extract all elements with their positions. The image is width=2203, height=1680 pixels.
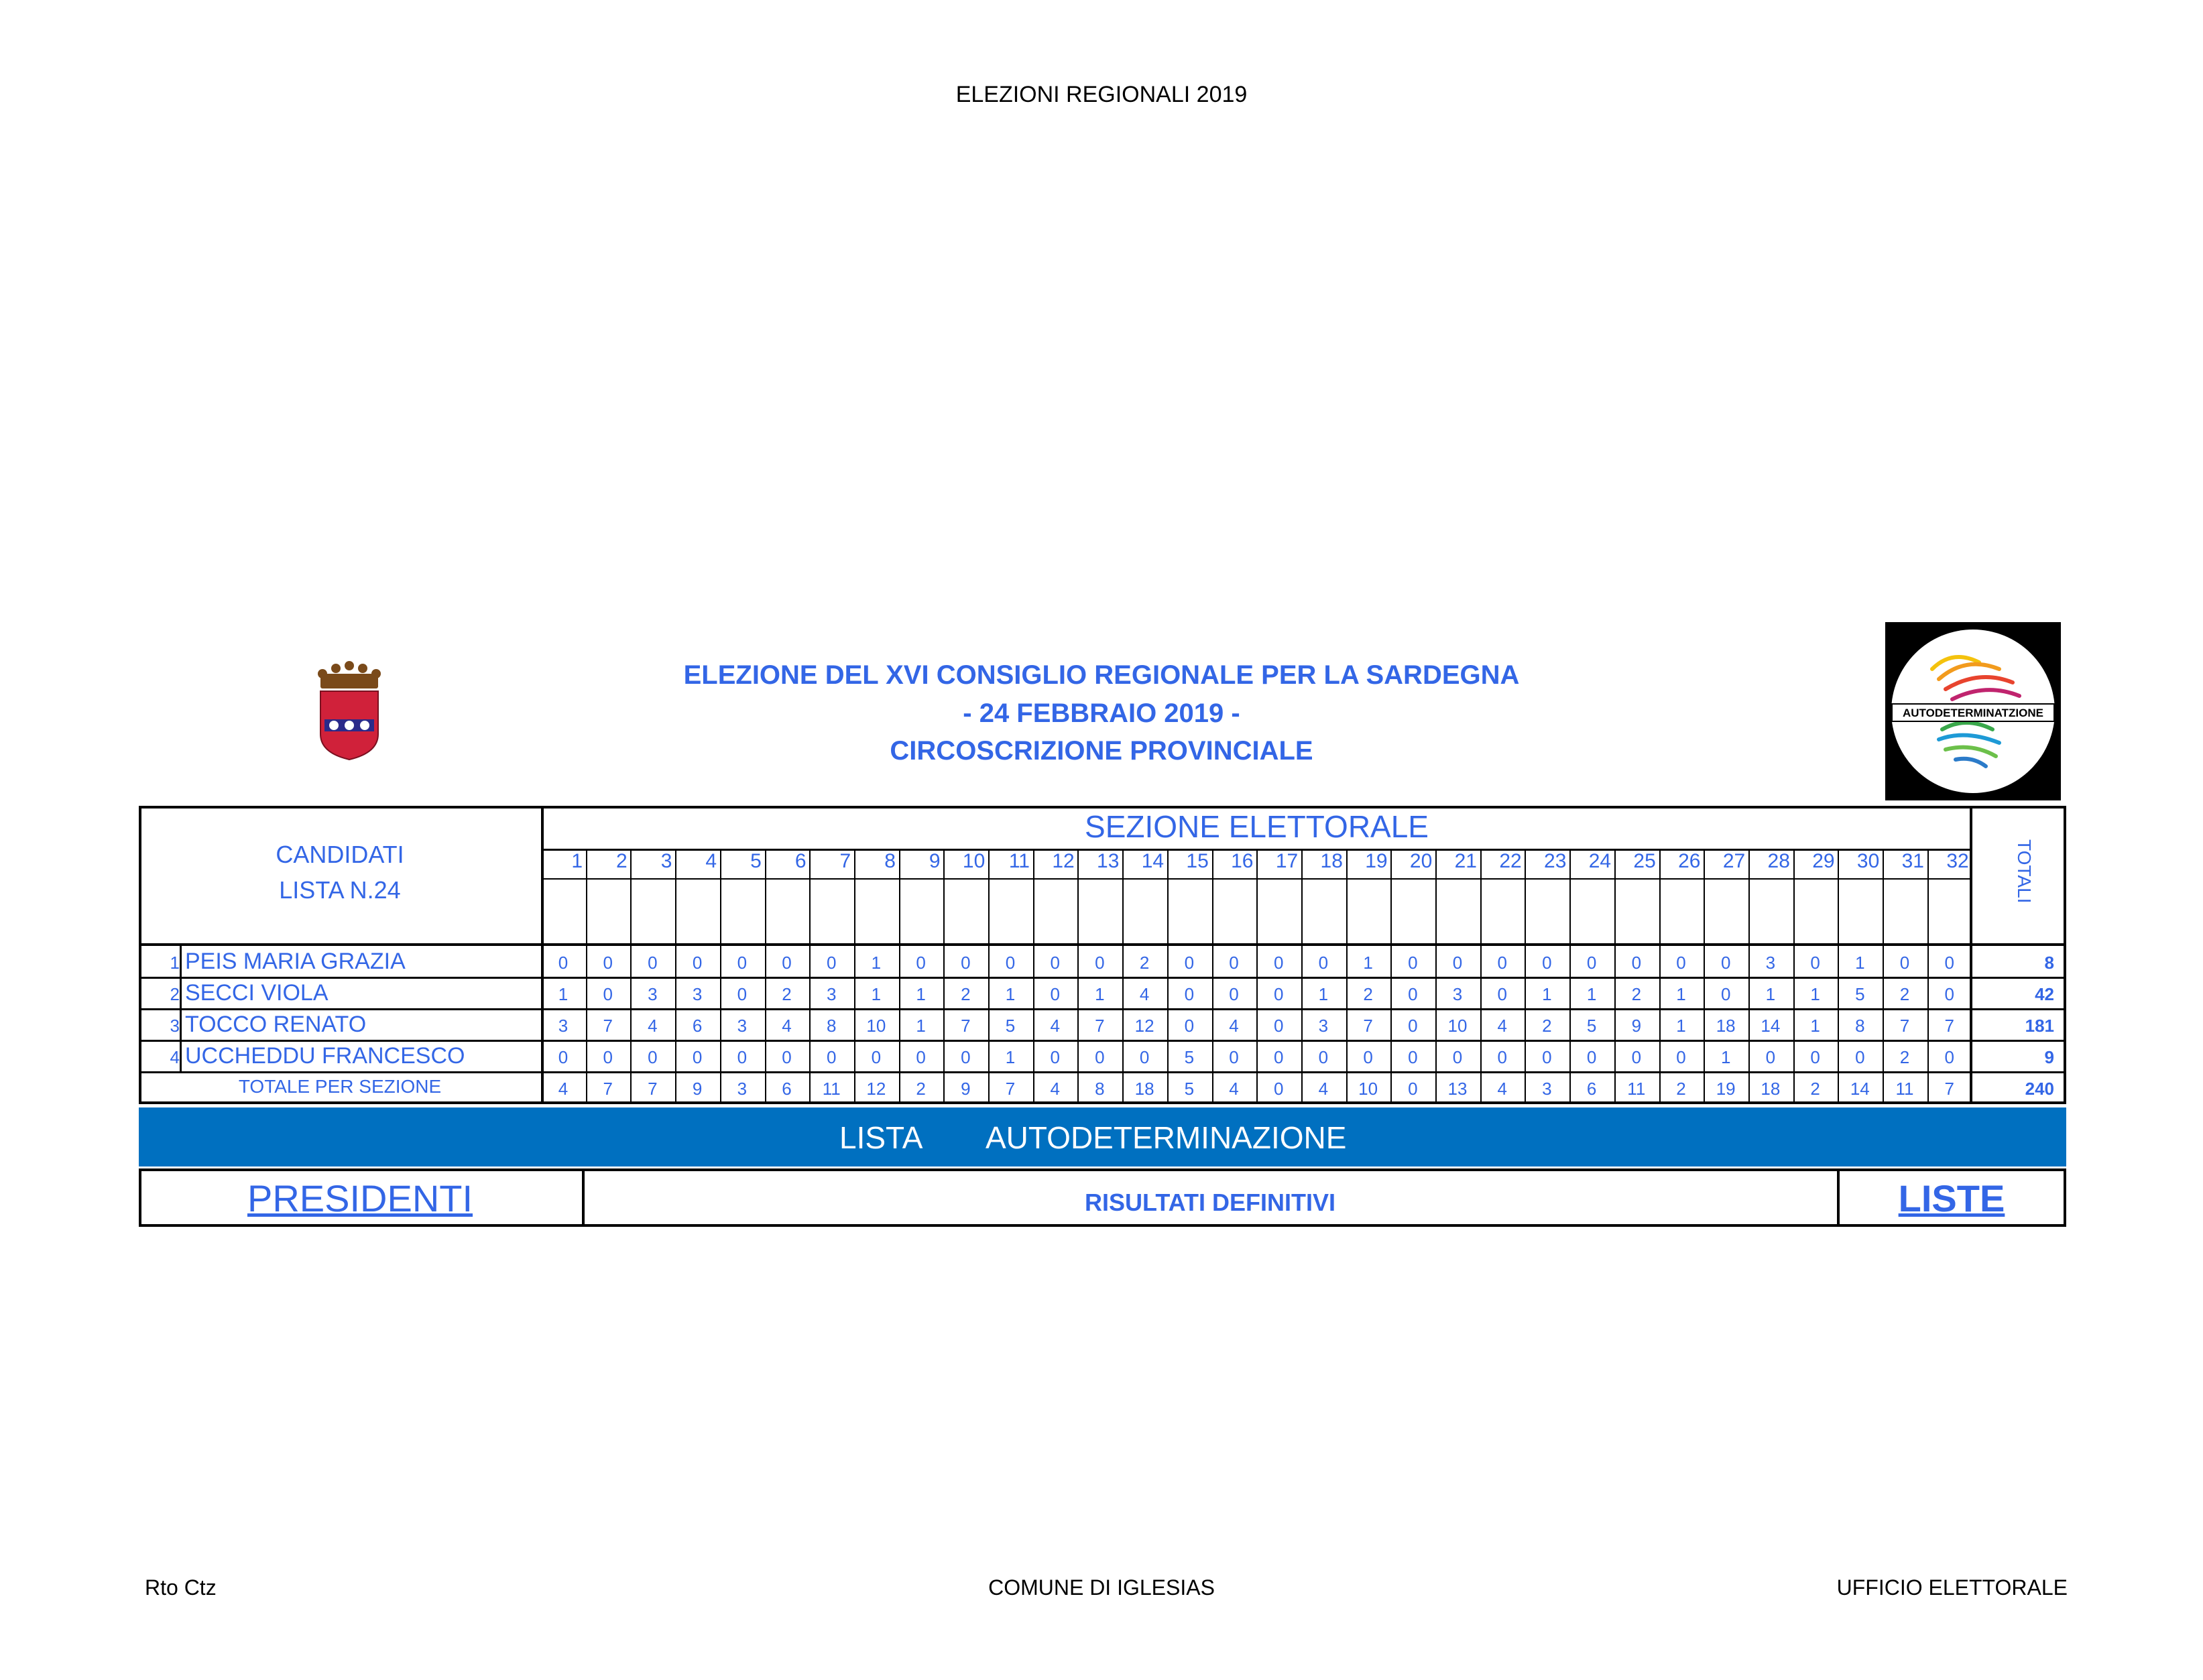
vote-cell: 0 [961, 1047, 971, 1067]
vote-cell: 0 [1631, 1047, 1642, 1067]
section-number: 14 [1141, 850, 1165, 872]
presidenti-link[interactable]: PRESIDENTI [247, 1177, 473, 1219]
vote-cell: 0 [1720, 984, 1731, 1004]
section-total-cell: 9 [692, 1079, 703, 1099]
vote-cell: 0 [1542, 1047, 1552, 1067]
section-total-cell: 2 [1676, 1079, 1686, 1099]
bottom-divider [1837, 1168, 1840, 1227]
vote-cell: 0 [1408, 1047, 1418, 1067]
vote-cell: 0 [1050, 984, 1060, 1004]
vote-cell: 3 [1318, 1016, 1329, 1036]
lista-name: AUTODETERMINAZIONE [986, 1120, 1347, 1155]
vote-cell: 14 [1761, 1016, 1781, 1036]
section-number: 8 [884, 850, 896, 872]
vote-cell: 0 [1184, 984, 1195, 1004]
section-number: 17 [1275, 850, 1299, 872]
section-total-cell: 11 [1627, 1079, 1646, 1099]
vote-cell: 1 [1542, 984, 1552, 1004]
vote-cell: 1 [1765, 984, 1776, 1004]
candidates-header [139, 806, 541, 945]
vote-cell: 3 [1452, 984, 1463, 1004]
section-number: 15 [1186, 850, 1209, 872]
section-total-cell: 4 [558, 1079, 569, 1099]
section-number: 10 [962, 850, 986, 872]
vote-cell: 1 [1855, 953, 1865, 973]
vote-cell: 0 [1944, 984, 1954, 1004]
vote-cell: 7 [1363, 1016, 1373, 1036]
vote-cell: 0 [1631, 953, 1642, 973]
vote-cell: 0 [1318, 1047, 1329, 1067]
vote-cell: 0 [1676, 1047, 1686, 1067]
section-total-cell: 7 [1005, 1079, 1016, 1099]
vote-cell: 0 [558, 1047, 569, 1067]
section-number: 19 [1365, 850, 1388, 872]
vote-cell: 12 [1134, 1016, 1154, 1036]
row-divider [139, 1040, 2066, 1042]
vote-cell: 0 [1497, 1047, 1507, 1067]
vote-cell: 0 [1408, 984, 1418, 1004]
section-number: 26 [1678, 850, 1701, 872]
vote-cell: 1 [1095, 984, 1105, 1004]
section-number: 6 [794, 850, 807, 872]
vote-cell: 0 [1944, 1047, 1954, 1067]
vote-cell: 0 [603, 953, 613, 973]
section-number: 32 [1946, 850, 1969, 872]
vote-cell: 0 [1542, 953, 1552, 973]
vote-cell: 2 [961, 984, 971, 1004]
vote-cell: 0 [648, 1047, 658, 1067]
candidates-label: CANDIDATI [276, 841, 404, 868]
vote-cell: 1 [558, 984, 569, 1004]
vote-cell: 4 [1229, 1016, 1239, 1036]
vote-cell: 0 [692, 1047, 703, 1067]
grand-total: 240 [2025, 1079, 2054, 1099]
vote-cell: 9 [1631, 1016, 1642, 1036]
vote-cell: 0 [1855, 1047, 1865, 1067]
vote-cell: 0 [737, 1047, 748, 1067]
section-total-cell: 11 [1895, 1079, 1914, 1099]
vote-cell: 0 [1095, 1047, 1105, 1067]
vote-cell: 0 [1005, 953, 1016, 973]
vote-cell: 7 [961, 1016, 971, 1036]
vote-cell: 0 [826, 1047, 837, 1067]
vote-cell: 1 [1005, 984, 1016, 1004]
section-number: 24 [1588, 850, 1612, 872]
candidate-total: 42 [2035, 984, 2054, 1004]
candidate-name: SECCI VIOLA [185, 980, 329, 1006]
section-total-cell: 11 [822, 1079, 841, 1099]
vote-cell: 1 [1318, 984, 1329, 1004]
vote-cell: 3 [558, 1016, 569, 1036]
vote-cell: 0 [737, 953, 748, 973]
section-number: 28 [1767, 850, 1790, 872]
section-number: 30 [1856, 850, 1880, 872]
section-number: 13 [1097, 850, 1120, 872]
section-number: 3 [660, 850, 672, 872]
vote-cell: 2 [1631, 984, 1642, 1004]
vote-cell: 1 [1586, 984, 1597, 1004]
vote-cell: 2 [1899, 984, 1910, 1004]
section-total-cell: 19 [1716, 1079, 1736, 1099]
vote-cell: 1 [871, 953, 882, 973]
election-title: ELEZIONE DEL XVI CONSIGLIO REGIONALE PER LA SARDEGNA [683, 660, 1520, 690]
vote-cell: 5 [1586, 1016, 1597, 1036]
section-total-cell: 6 [782, 1079, 792, 1099]
vote-cell: 0 [1810, 1047, 1820, 1067]
footer-left: Rto Ctz [145, 1575, 217, 1600]
vote-cell: 3 [692, 984, 703, 1004]
vote-cell: 4 [1050, 1016, 1060, 1036]
vote-cell: 0 [1184, 1016, 1195, 1036]
section-total-cell: 5 [1184, 1079, 1195, 1099]
section-total-cell: 4 [1497, 1079, 1507, 1099]
vote-cell: 7 [1095, 1016, 1105, 1036]
section-number: 22 [1499, 850, 1522, 872]
vote-cell: 4 [1497, 1016, 1507, 1036]
vote-cell: 8 [1855, 1016, 1865, 1036]
lista-label: LISTA [839, 1120, 923, 1155]
vote-cell: 10 [1447, 1016, 1468, 1036]
vote-cell: 0 [1050, 1047, 1060, 1067]
vote-cell: 5 [1005, 1016, 1016, 1036]
election-date: - 24 FEBBRAIO 2019 - [963, 699, 1240, 728]
vote-cell: 0 [916, 953, 926, 973]
row-divider [139, 1071, 2066, 1073]
vote-cell: 0 [1452, 1047, 1463, 1067]
vote-cell: 3 [648, 984, 658, 1004]
risultati-definitivi-label: RISULTATI DEFINITIVI [1085, 1189, 1335, 1216]
section-number: 12 [1052, 850, 1075, 872]
vote-cell: 0 [1586, 953, 1597, 973]
section-total-cell: 9 [961, 1079, 971, 1099]
vote-cell: 4 [782, 1016, 792, 1036]
vote-cell: 1 [1676, 984, 1686, 1004]
section-total-cell: 13 [1447, 1079, 1468, 1099]
vote-cell: 0 [1452, 953, 1463, 973]
vote-cell: 7 [1899, 1016, 1910, 1036]
section-total-cell: 3 [737, 1079, 748, 1099]
vote-cell: 3 [826, 984, 837, 1004]
vote-cell: 0 [603, 984, 613, 1004]
vote-cell: 5 [1184, 1047, 1195, 1067]
section-total-cell: 7 [603, 1079, 613, 1099]
vote-cell: 1 [871, 984, 882, 1004]
vote-cell: 2 [1139, 953, 1150, 973]
section-total-cell: 3 [1542, 1079, 1552, 1099]
vote-cell: 6 [692, 1016, 703, 1036]
vote-cell: 0 [1229, 984, 1239, 1004]
section-number: 18 [1320, 850, 1343, 872]
vote-cell: 0 [603, 1047, 613, 1067]
section-number: 11 [1008, 850, 1030, 872]
vote-cell: 0 [737, 984, 748, 1004]
totali-header: TOTALI [2014, 839, 2035, 904]
vote-cell: 0 [961, 953, 971, 973]
vote-cell: 0 [782, 1047, 792, 1067]
vote-cell: 10 [866, 1016, 886, 1036]
section-number: 25 [1633, 850, 1656, 872]
section-number: 23 [1544, 850, 1567, 872]
vote-cell: 4 [1139, 984, 1150, 1004]
vote-cell: 0 [1318, 953, 1329, 973]
vote-cell: 5 [1855, 984, 1865, 1004]
party-logo-text: AUTODETERMINATZIONE [1903, 707, 2043, 719]
section-number: 31 [1901, 850, 1924, 872]
vote-cell: 0 [1273, 1016, 1284, 1036]
candidate-name: UCCHEDDU FRANCESCO [185, 1043, 465, 1069]
section-total-cell: 4 [1318, 1079, 1329, 1099]
vote-cell: 0 [1765, 1047, 1776, 1067]
party-logo-emblem-icon [1885, 622, 2061, 800]
vote-cell: 0 [1810, 953, 1820, 973]
vote-cell: 1 [1720, 1047, 1731, 1067]
row-divider [139, 943, 2066, 946]
vote-cell: 0 [1184, 953, 1195, 973]
footer-center: COMUNE DI IGLESIAS [988, 1575, 1215, 1600]
section-total-cell: 2 [916, 1079, 926, 1099]
section-number: 9 [929, 850, 941, 872]
vote-cell: 0 [1720, 953, 1731, 973]
vote-cell: 3 [737, 1016, 748, 1036]
vote-cell: 0 [1408, 1016, 1418, 1036]
candidate-total: 181 [2025, 1016, 2054, 1036]
vote-cell: 3 [1765, 953, 1776, 973]
vote-cell: 0 [916, 1047, 926, 1067]
vote-cell: 8 [826, 1016, 837, 1036]
section-total-cell: 8 [1095, 1079, 1105, 1099]
vote-cell: 1 [916, 1016, 926, 1036]
party-logo [1885, 622, 2061, 800]
vote-cell: 0 [1408, 953, 1418, 973]
vote-cell: 0 [1363, 1047, 1373, 1067]
totale-per-sezione-label: TOTALE PER SEZIONE [238, 1076, 442, 1097]
section-number: 20 [1409, 850, 1433, 872]
vote-cell: 18 [1716, 1016, 1736, 1036]
constituency-label: CIRCOSCRIZIONE PROVINCIALE [890, 736, 1313, 766]
candidate-name: TOCCO RENATO [185, 1012, 367, 1037]
candidate-index: 1 [170, 953, 180, 973]
vote-cell: 0 [1229, 1047, 1239, 1067]
row-divider [139, 1008, 2066, 1010]
section-total-cell: 18 [1134, 1079, 1154, 1099]
section-number: 2 [616, 850, 628, 872]
section-total-cell: 7 [1944, 1079, 1954, 1099]
vote-cell: 0 [1273, 953, 1284, 973]
vote-cell: 0 [1586, 1047, 1597, 1067]
vote-cell: 0 [782, 953, 792, 973]
section-number: 21 [1454, 850, 1477, 872]
vote-cell: 1 [1676, 1016, 1686, 1036]
candidate-index: 3 [170, 1016, 180, 1036]
section-total-cell: 18 [1761, 1079, 1781, 1099]
vote-cell: 0 [1273, 984, 1284, 1004]
section-number: 7 [839, 850, 851, 872]
candidate-index: 2 [170, 984, 180, 1004]
vote-cell: 1 [1005, 1047, 1016, 1067]
candidate-total: 9 [2044, 1047, 2054, 1067]
vote-cell: 0 [648, 953, 658, 973]
vote-cell: 4 [648, 1016, 658, 1036]
section-total-cell: 6 [1586, 1079, 1597, 1099]
candidate-total: 8 [2044, 953, 2054, 973]
list-number-label: LISTA N.24 [279, 876, 401, 904]
candidate-index: 4 [170, 1047, 180, 1067]
sezione-elettorale-title: SEZIONE ELETTORALE [1085, 809, 1429, 844]
column-divider [180, 946, 182, 1072]
section-total-cell: 10 [1358, 1079, 1378, 1099]
section-number: 16 [1231, 850, 1254, 872]
section-number: 4 [705, 850, 717, 872]
liste-link[interactable]: LISTE [1898, 1177, 2005, 1219]
list-band [139, 1107, 2066, 1166]
vote-cell: 0 [1050, 953, 1060, 973]
vote-cell: 0 [1944, 953, 1954, 973]
section-total-cell: 4 [1050, 1079, 1060, 1099]
row-divider [139, 977, 2066, 979]
section-number: 5 [750, 850, 762, 872]
vote-cell: 0 [1899, 953, 1910, 973]
vote-cell: 0 [871, 1047, 882, 1067]
footer-right: UFFICIO ELETTORALE [1836, 1575, 2068, 1600]
section-total-cell: 2 [1810, 1079, 1820, 1099]
vote-cell: 2 [1542, 1016, 1552, 1036]
section-total-cell: 14 [1850, 1079, 1870, 1099]
vote-cell: 0 [1273, 1047, 1284, 1067]
vote-cell: 2 [782, 984, 792, 1004]
vote-cell: 7 [603, 1016, 613, 1036]
candidate-name: PEIS MARIA GRAZIA [185, 949, 406, 974]
vote-cell: 7 [1944, 1016, 1954, 1036]
section-total-cell: 0 [1273, 1079, 1284, 1099]
vote-cell: 0 [1229, 953, 1239, 973]
vote-cell: 1 [1363, 953, 1373, 973]
section-number: 1 [571, 850, 583, 872]
vote-cell: 1 [1810, 1016, 1820, 1036]
vote-cell: 1 [916, 984, 926, 1004]
vote-cell: 0 [1139, 1047, 1150, 1067]
document-header: ELEZIONI REGIONALI 2019 [955, 82, 1248, 107]
vote-cell: 1 [1810, 984, 1820, 1004]
vote-cell: 0 [1497, 953, 1507, 973]
vote-cell: 0 [826, 953, 837, 973]
section-number: 29 [1812, 850, 1835, 872]
section-total-cell: 0 [1408, 1079, 1418, 1099]
section-total-cell: 4 [1229, 1079, 1239, 1099]
vote-cell: 2 [1363, 984, 1373, 1004]
vote-cell: 0 [1497, 984, 1507, 1004]
section-total-cell: 7 [648, 1079, 658, 1099]
vote-cell: 2 [1899, 1047, 1910, 1067]
vote-cell: 0 [558, 953, 569, 973]
vote-cell: 0 [1676, 953, 1686, 973]
section-number: 27 [1722, 850, 1746, 872]
section-total-cell: 12 [866, 1079, 886, 1099]
vote-cell: 0 [692, 953, 703, 973]
vote-cell: 0 [1095, 953, 1105, 973]
